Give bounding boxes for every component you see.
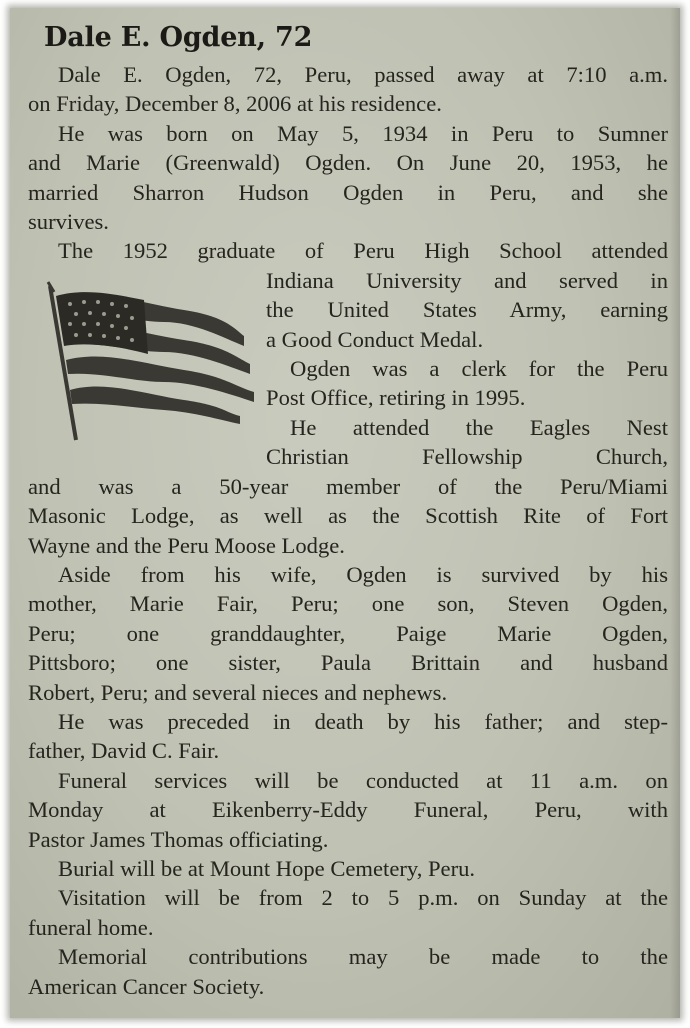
text-line: Monday at Eikenberry-Eddy Funeral, Peru, with <box>28 797 668 823</box>
newspaper-clipping-photo <box>10 8 680 1018</box>
text-line: and was a 50-year member of the Peru/Miami <box>28 473 668 499</box>
text-line: funeral home. <box>28 914 154 940</box>
text-line: a Good Conduct Medal. <box>266 326 484 352</box>
text-line: Wayne and the Peru Moose Lodge. <box>28 532 345 558</box>
text-line: He was preceded in death by his father; and step- <box>58 708 668 734</box>
obituary-title: Dale E. Ogden, 72 <box>44 22 313 53</box>
text-line: Burial will be at Mount Hope Cemetery, Peru. <box>58 855 476 881</box>
text-line: Pittsboro; one sister, Paula Brittain and husband <box>28 650 668 676</box>
text-line: survives. <box>28 209 109 235</box>
text-line: and Marie (Greenwald) Ogden. On June 20, 1953, he <box>28 150 668 176</box>
text-line: American Cancer Society. <box>28 973 265 999</box>
text-line: The 1952 graduate of Peru High School attended <box>58 238 668 264</box>
text-line: on Friday, December 8, 2006 at his residence. <box>28 91 442 117</box>
obituary-body <box>28 60 668 1001</box>
text-line: mother, Marie Fair, Peru; one son, Steven Ogden, <box>28 591 668 617</box>
text-line: Peru; one granddaughter, Paige Marie Ogden, <box>28 620 668 646</box>
text-line: Post Office, retiring in 1995. <box>266 385 526 411</box>
text-line: Aside from his wife, Ogden is survived by his <box>58 561 668 587</box>
text-line: Pastor James Thomas officiating. <box>28 826 329 852</box>
text-line: Masonic Lodge, as well as the Scottish Rite of Fort <box>28 503 668 529</box>
text-line: Christian Fellowship Church, <box>266 444 668 470</box>
text-line: Funeral services will be conducted at 11 a.m. on <box>58 767 668 793</box>
text-line: the United States Army, earning <box>266 297 668 323</box>
text-line: He attended the Eagles Nest <box>290 414 668 440</box>
text-line: Memorial contributions may be made to the <box>58 944 668 970</box>
text-line: Ogden was a clerk for the Peru <box>290 356 668 382</box>
text-line: father, David C. Fair. <box>28 738 220 764</box>
obituary-clipping <box>28 8 668 1018</box>
text-line: Robert, Peru; and several nieces and nephews. <box>28 679 448 705</box>
text-line: married Sharron Hudson Ogden in Peru, and she <box>28 179 668 205</box>
text-line: Dale E. Ogden, 72, Peru, passed away at 7:10 a.m. <box>58 62 668 87</box>
text-line: Visitation will be from 2 to 5 p.m. on Sunday at the <box>58 885 668 911</box>
text-line: Indiana University and served in <box>266 267 668 293</box>
text-line: He was born on May 5, 1934 in Peru to Sumner <box>58 120 668 146</box>
page-edge-shadow <box>670 8 680 1018</box>
